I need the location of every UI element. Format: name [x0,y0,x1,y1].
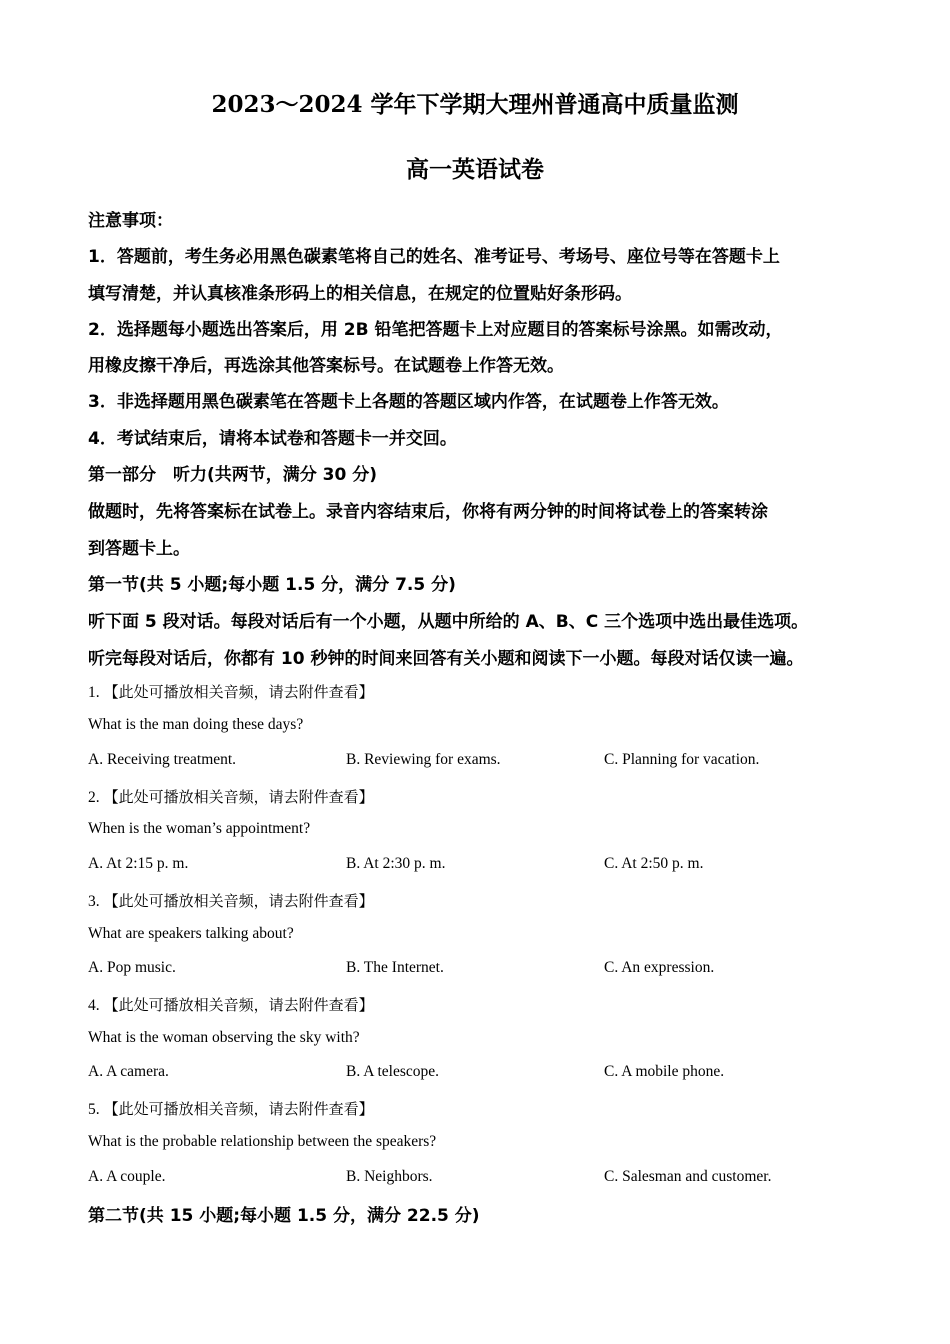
notice-heading: 注意事项： [88,211,173,231]
notice-item-1-line-1: 1．答题前，考生务必用黑色碳素笔将自己的姓名、准考证号、考场号、座位号等在答题卡上 [88,247,780,267]
question-number: 4. [88,997,100,1014]
audio-placeholder[interactable]: 【此处可播放相关音频，请去附件查看】 [103,1100,374,1118]
question-2-option-c: C. At 2:50 p. m. [604,855,704,872]
question-number: 2. [88,789,100,806]
part-1-heading: 第一部分 听力(共两节，满分 30 分) [88,465,378,485]
question-2-option-b: B. At 2:30 p. m. [346,855,446,872]
exam-title: 2023～2024 学年下学期大理州普通高中质量监测 [211,91,739,118]
section-1-heading: 第一节(共 5 小题;每小题 1.5 分，满分 7.5 分) [88,575,456,595]
question-4-option-b: B. A telescope. [346,1063,439,1080]
question-5-option-c: C. Salesman and customer. [604,1168,772,1185]
notice-item-4: 4．考试结束后，请将本试卷和答题卡一并交回。 [88,429,457,449]
question-number: 3. [88,893,100,910]
exam-subtitle: 高一英语试卷 [406,156,544,183]
question-1-audio-row [88,681,374,702]
question-number: 5. [88,1101,100,1118]
question-3-stem: What are speakers talking about? [88,925,294,942]
question-number: 1. [88,684,100,701]
notice-item-1-line-2: 填写清楚，并认真核准条形码上的相关信息，在规定的位置贴好条形码。 [88,284,632,304]
question-3-audio-row [88,890,374,911]
notice-item-2-line-1: 2．选择题每小题选出答案后，用 2B 铅笔把答题卡上对应题目的答案标号涂黑。如需改动， [88,320,783,340]
audio-placeholder[interactable]: 【此处可播放相关音频，请去附件查看】 [103,683,374,701]
question-4-stem: What is the woman observing the sky with? [88,1029,360,1046]
question-1-option-a: A. Receiving treatment. [88,751,237,768]
question-4-option-a: A. A camera. [88,1063,169,1080]
question-5-stem: What is the probable relationship between the speakers? [88,1133,437,1150]
question-5-option-a: A. A couple. [88,1168,166,1185]
notice-item-2-line-2: 用橡皮擦干净后，再选涂其他答案标号。在试题卷上作答无效。 [88,356,564,376]
question-2-stem: When is the woman’s appointment? [88,820,311,837]
section-2-heading: 第二节(共 15 小题;每小题 1.5 分，满分 22.5 分) [88,1206,480,1226]
question-2-option-a: A. At 2:15 p. m. [88,855,189,872]
question-2-audio-row [88,786,374,807]
question-3-option-a: A. Pop music. [88,959,176,976]
section-1-intro-line-1: 听下面 5 段对话。每段对话后有一个小题，从题中所给的 A、B、C 三个选项中选出最佳选项。 [88,612,809,632]
question-4-option-c: C. A mobile phone. [604,1063,725,1080]
question-1-option-c: C. Planning for vacation. [604,751,760,768]
part-1-intro-line-1: 做题时，先将答案标在试卷上。录音内容结束后，你将有两分钟的时间将试卷上的答案转涂 [88,502,768,522]
question-4-audio-row [88,994,374,1015]
question-1-option-b: B. Reviewing for exams. [346,751,501,768]
audio-placeholder[interactable]: 【此处可播放相关音频，请去附件查看】 [103,892,374,910]
part-1-intro-line-2: 到答题卡上。 [88,539,190,559]
notice-item-3: 3．非选择题用黑色碳素笔在答题卡上各题的答题区域内作答，在试题卷上作答无效。 [88,392,729,412]
section-1-intro-line-2: 听完每段对话后，你都有 10 秒钟的时间来回答有关小题和阅读下一小题。每段对话仅读一遍。 [88,649,804,669]
question-5-option-b: B. Neighbors. [346,1168,433,1185]
question-3-option-c: C. An expression. [604,959,715,976]
audio-placeholder[interactable]: 【此处可播放相关音频，请去附件查看】 [103,788,374,806]
audio-placeholder[interactable]: 【此处可播放相关音频，请去附件查看】 [103,996,374,1014]
question-1-stem: What is the man doing these days? [88,716,304,733]
question-3-option-b: B. The Internet. [346,959,444,976]
question-5-audio-row [88,1098,374,1119]
